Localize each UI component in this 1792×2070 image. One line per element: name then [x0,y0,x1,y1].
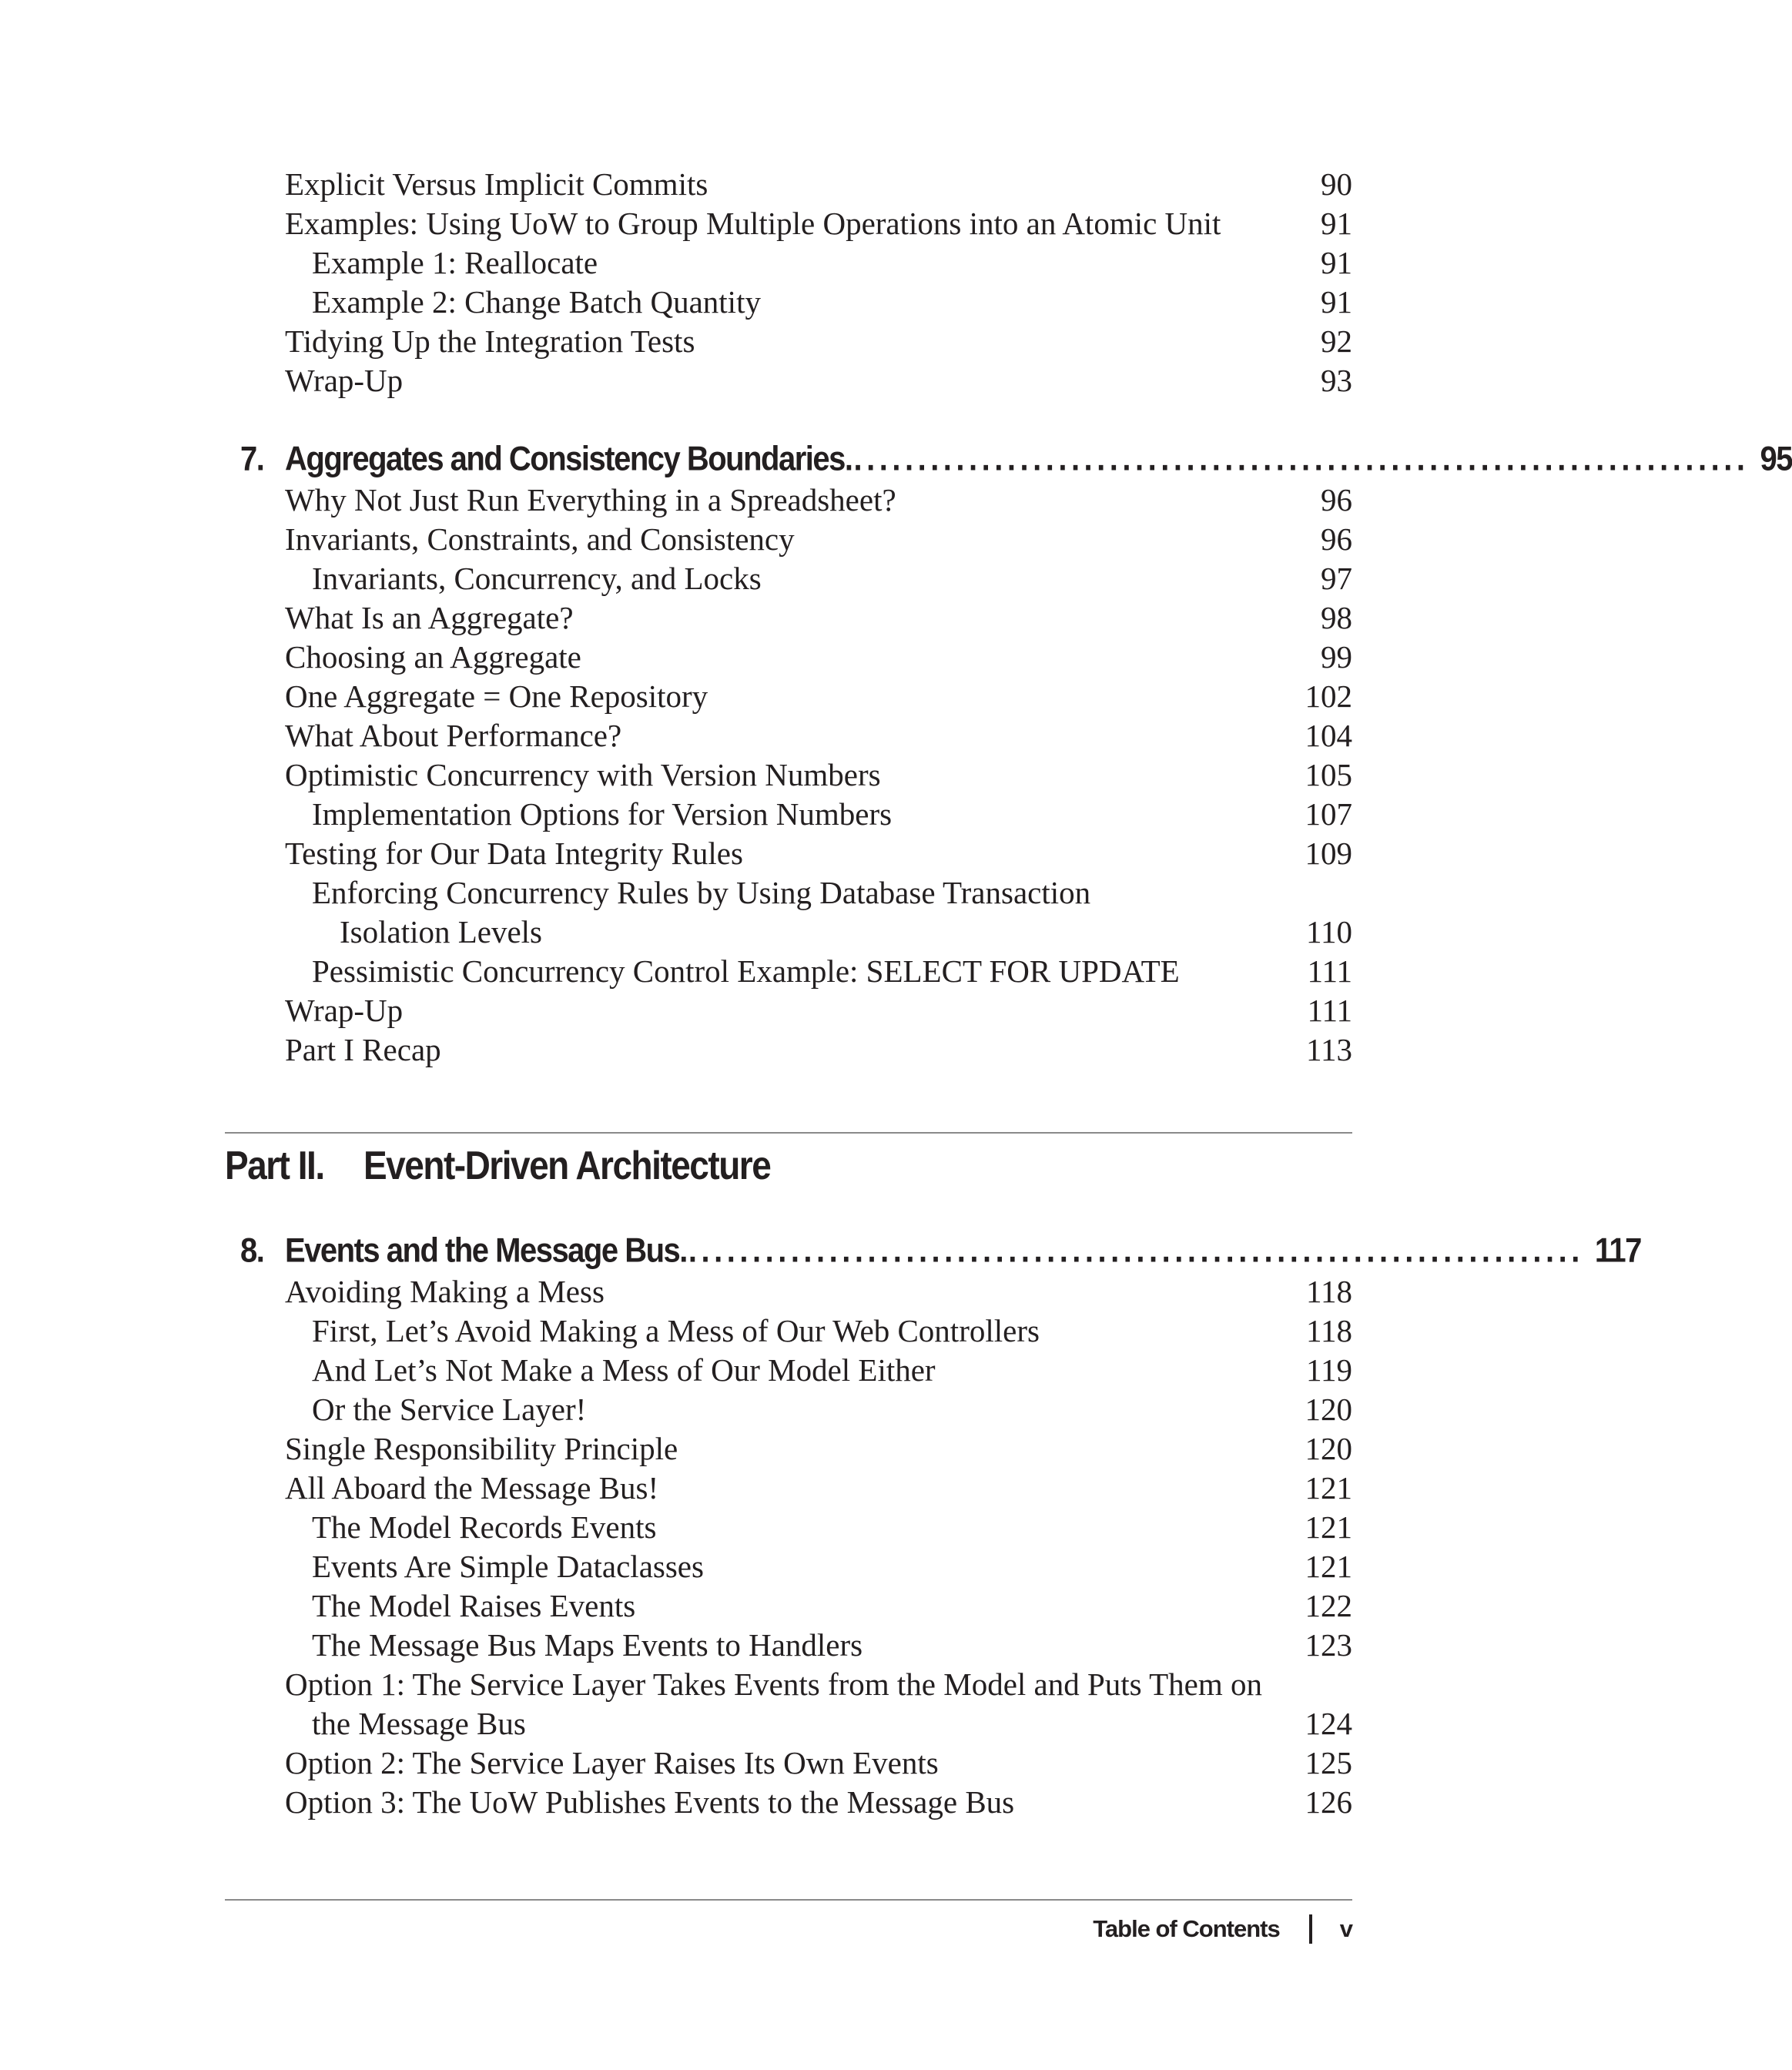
toc-entry[interactable] [285,165,1352,204]
toc-entry[interactable] [285,991,1352,1030]
toc-entry-page: 91 [1321,245,1352,280]
toc-entry-page: 124 [1305,1706,1352,1741]
toc-entry-title: Enforcing Concurrency Rules by Using Database Transaction [312,875,1091,910]
toc-entry-page: 110 [1306,914,1352,950]
toc-entry-title: Or the Service Layer! [312,1392,587,1427]
toc-subentry[interactable] [312,1351,1352,1390]
toc-entry-page: 125 [1305,1745,1352,1780]
toc-entry-title: Invariants, Constraints, and Consistency [285,521,795,557]
toc-entry[interactable] [285,322,1352,361]
toc-entry[interactable] [285,204,1352,243]
toc-entry-page: 99 [1321,639,1352,675]
toc-entry-page: 109 [1305,836,1352,871]
chapter-number: 7. [240,440,264,478]
toc-entry-title: Wrap-Up [285,363,404,398]
toc-entry-page: 90 [1321,166,1352,202]
toc-entry[interactable] [285,677,1352,716]
toc-subentry-continuation[interactable] [340,913,1352,952]
footer-page-number: v [1339,1915,1352,1942]
dot-leader: ...................................................................... [853,440,1750,478]
toc-subentry[interactable] [312,1390,1352,1429]
toc-subentry[interactable] [312,1626,1352,1665]
toc-entry-page: 111 [1307,953,1352,989]
toc-entry-page: 107 [1305,796,1352,832]
toc-entry[interactable] [285,1665,1352,1704]
toc-entry-page: 118 [1306,1274,1352,1309]
toc-entry-title: Example 1: Reallocate [312,245,598,280]
toc-entry-page: 92 [1321,323,1352,359]
toc-subentry[interactable] [312,1586,1352,1626]
toc-entry-title: The Model Raises Events [312,1588,636,1623]
toc-entry-page: 121 [1305,1470,1352,1506]
toc-entry[interactable] [285,1469,1352,1508]
toc-entry[interactable] [285,361,1352,400]
toc-entry-page: 120 [1305,1431,1352,1466]
toc-entry-title: Wrap-Up [285,993,404,1028]
toc-entry-page: 113 [1306,1032,1352,1067]
toc-entry-title: Tidying Up the Integration Tests [285,323,695,359]
toc-entry-title: Optimistic Concurrency with Version Numbers [285,757,881,792]
toc-entry[interactable] [285,1743,1352,1783]
toc-entry-title: Examples: Using UoW to Group Multiple Operations into an Atomic Unit [285,206,1221,241]
footer-separator [1309,1914,1312,1944]
chapter-page: 117 [1594,1231,1641,1270]
part-divider-rule [225,1132,1352,1134]
toc-entry-page: 91 [1321,284,1352,320]
toc-entry[interactable] [285,1783,1352,1822]
toc-entry-continuation[interactable] [312,1704,1352,1743]
footer-section-title: Table of Contents [1093,1915,1280,1942]
chapter-7-heading[interactable] [231,435,1792,484]
toc-entry-title: the Message Bus [312,1706,526,1741]
toc-entry-page: 120 [1305,1392,1352,1427]
toc-entry-page: 96 [1321,521,1352,557]
toc-entry-title: Example 2: Change Batch Quantity [312,284,761,320]
toc-entry-page: 104 [1305,718,1352,753]
toc-entry-page: 98 [1321,600,1352,635]
toc-entry[interactable] [285,755,1352,795]
toc-entry-title: Implementation Options for Version Numbers [312,796,893,832]
toc-entry[interactable] [285,520,1352,559]
toc-subentry[interactable] [312,952,1352,991]
part-label: Part II. [225,1142,324,1188]
toc-entry-title: Option 1: The Service Layer Takes Events from the Model and Puts Them on [285,1666,1263,1702]
toc-entry-page: 96 [1321,482,1352,518]
toc-entry-title: Testing for Our Data Integrity Rules [285,836,743,871]
toc-entry-page: 119 [1306,1352,1352,1388]
toc-subentry[interactable] [312,1311,1352,1351]
toc-entry-page: 126 [1305,1784,1352,1820]
toc-entry[interactable] [285,716,1352,755]
toc-entry-title: Choosing an Aggregate [285,639,581,675]
dot-leader: ...................................................................... [688,1231,1584,1270]
toc-entry-title: What About Performance? [285,718,622,753]
toc-subentry[interactable] [312,1547,1352,1586]
toc-entry-page: 91 [1321,206,1352,241]
toc-entry-title: And Let’s Not Make a Mess of Our Model Either [312,1352,936,1388]
toc-entry[interactable] [285,1272,1352,1311]
chapter-page: 95 [1760,440,1792,478]
toc-entry[interactable] [285,1429,1352,1469]
toc-entry-page: 118 [1306,1313,1352,1348]
toc-entry[interactable] [285,638,1352,677]
toc-entry-title: First, Let’s Avoid Making a Mess of Our Web Controllers [312,1313,1040,1348]
toc-entry-title: Explicit Versus Implicit Commits [285,166,708,202]
toc-entry[interactable] [285,481,1352,520]
toc-entry-title: Part I Recap [285,1032,441,1067]
chapter-title: Aggregates and Consistency Boundaries. [285,440,852,478]
toc-entry-page: 122 [1305,1588,1352,1623]
toc-entry-title: Option 2: The Service Layer Raises Its Own Events [285,1745,939,1780]
toc-subentry[interactable] [312,559,1352,598]
toc-entry-title: What Is an Aggregate? [285,600,574,635]
toc-entry-page: 93 [1321,363,1352,398]
toc-entry-title: The Message Bus Maps Events to Handlers [312,1627,863,1663]
toc-entry-title: Single Responsibility Principle [285,1431,678,1466]
chapter-title: Events and the Message Bus. [285,1231,687,1270]
toc-entry-page: 121 [1305,1549,1352,1584]
toc-entry[interactable] [285,1030,1352,1070]
page-footer [1093,1908,1352,1950]
toc-entry-title: Avoiding Making a Mess [285,1274,605,1309]
chapter-8-heading[interactable] [231,1227,1641,1275]
toc-entry[interactable] [285,598,1352,638]
part-title: Event-Driven Architecture [363,1142,771,1188]
toc-subentry[interactable] [312,283,1352,322]
toc-entry-title: Pessimistic Concurrency Control Example: SELECT FOR UPDATE [312,953,1180,989]
toc-entry[interactable] [285,834,1352,873]
toc-subentry[interactable] [312,243,1352,283]
toc-subentry[interactable] [312,873,1352,913]
toc-entry-page: 97 [1321,561,1352,596]
toc-entry-title: Option 3: The UoW Publishes Events to the Message Bus [285,1784,1015,1820]
toc-entry-title: Isolation Levels [340,914,543,950]
toc-entry-title: Events Are Simple Dataclasses [312,1549,704,1584]
toc-entry-title: One Aggregate = One Repository [285,678,708,714]
toc-entry-title: Why Not Just Run Everything in a Spreadsheet? [285,482,896,518]
toc-subentry[interactable] [312,1508,1352,1547]
toc-entry-title: The Model Records Events [312,1509,657,1545]
toc-entry-page: 105 [1305,757,1352,792]
footer-rule [225,1899,1352,1901]
toc-entry-page: 121 [1305,1509,1352,1545]
toc-entry-title: All Aboard the Message Bus! [285,1470,659,1506]
toc-subentry[interactable] [312,795,1352,834]
toc-entry-page: 123 [1305,1627,1352,1663]
chapter-number: 8. [240,1231,264,1270]
toc-entry-page: 102 [1305,678,1352,714]
toc-entry-page: 111 [1307,993,1352,1028]
toc-entry-title: Invariants, Concurrency, and Locks [312,561,762,596]
